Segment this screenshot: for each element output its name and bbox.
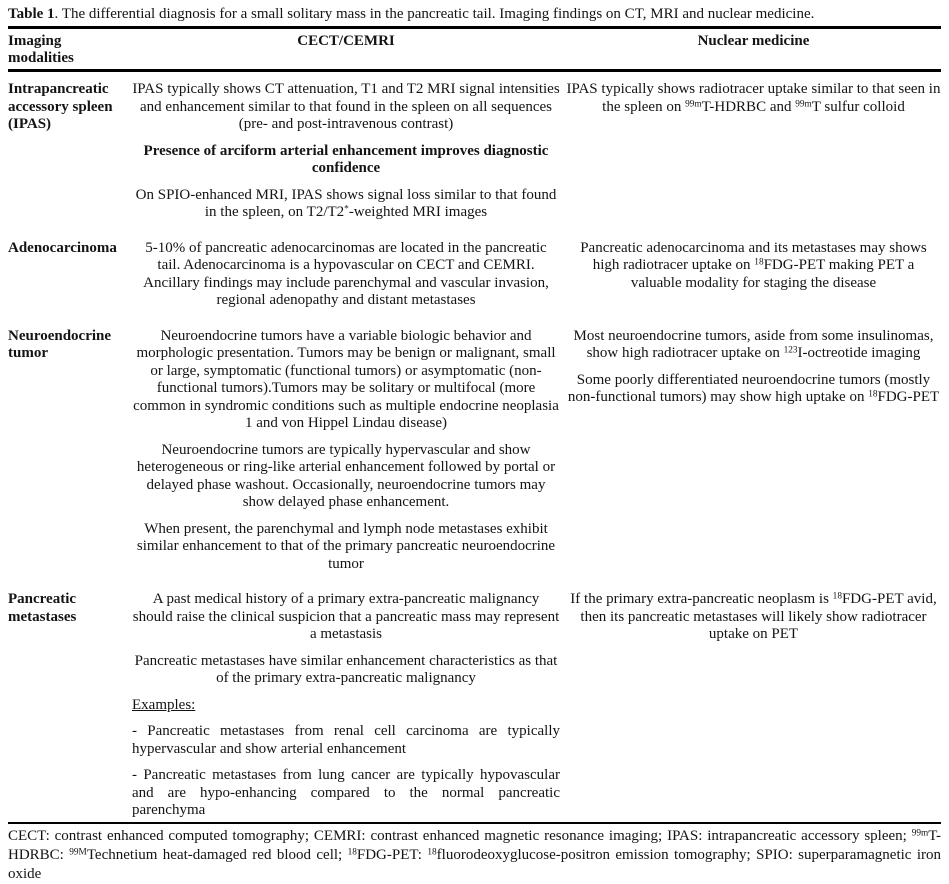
header-cect-cemri: CECT/CEMRI [297, 33, 395, 49]
example-bullet-renal: - Pancreatic metastases from renal cell carcinoma are typically hypervascular and show arterial enhancement [132, 723, 560, 757]
paragraph: Neuroendocrine tumors are typically hypervascular and show heterogeneous or ring-like arterial enhancement followed by portal or delayed phase washout. Occasionally, neuroendocrine tumors may show delayed phase enhancement. [136, 441, 556, 510]
examples-heading: Examples: [132, 696, 196, 713]
table-caption [8, 5, 941, 29]
row-label-neuroendocrine: Neuroendocrine tumor [8, 327, 112, 361]
paragraph: Pancreatic adenocarcinoma and its metastases may shows high radiotracer uptake on $^{18}$FDG-PET making PET a valuable modality for staging the disease [580, 239, 927, 291]
paragraph: When present, the parenchymal and lymph node metastases exhibit similar enhancement to that of the primary pancreatic neuroendocrine tumor [136, 520, 556, 572]
header-imaging-modalities: Imaging modalities [8, 33, 74, 66]
nuclear-cell-adenocarcinoma [566, 240, 941, 319]
nuclear-cell-ipas [566, 81, 941, 231]
table-footnote: CECT: contrast enhanced computed tomography; CEMRI: contrast enhanced magnetic resonance imaging; IPAS: intrapancreatic accessory spleen; $^{99m}$T-HDRBC: $^{99M}$Technetium heat-damaged red blood cell; $^{18}$FDG-PET: $^{18}$fluorodeoxyglucose-positron emission tomography; SPIO: superparamagnetic iron oxide [8, 827, 941, 882]
paragraph: IPAS typically shows radiotracer uptake similar to that seen in the spleen on $^{99m}$T-HDRBC and $^{99m}$T sulfur colloid [566, 81, 941, 115]
row-label-pancreatic-metastases: Pancreatic metastases [8, 591, 77, 625]
table-header-row [8, 29, 941, 72]
paragraph: Neuroendocrine tumors have a variable biologic behavior and morphologic presentation. Tumors may be benign or malignant, small or large, symptomatic (functional tumors) or asymptomatic (non-functional tumors).Tumors may be solitary or multifocal (more common in syndromic conditions such as multiple endocrine neoplasia 1 and von Hippel Lindau disease) [133, 327, 559, 431]
cect-cell-neuroendocrine [132, 328, 560, 583]
cect-cell-adenocarcinoma [132, 240, 560, 319]
paragraph: A past medical history of a primary extra-pancreatic malignancy should raise the clinical suspicion that a pancreatic mass may represent a metastasis [132, 591, 560, 642]
table-body [8, 81, 941, 824]
paragraph: Some poorly differentiated neuroendocrine tumors (mostly non-functional tumors) may show high uptake on $^{18}$FDG-PET [567, 371, 940, 405]
header-nuclear-medicine: Nuclear medicine [697, 33, 810, 49]
example-bullet-lung: - Pancreatic metastases from lung cancer are typically hypovascular and are hypo-enhancing compared to the normal pancreatic parenchyma [132, 767, 560, 818]
nuclear-cell-pancreatic-metastases [566, 591, 941, 822]
nuclear-cell-neuroendocrine [566, 328, 941, 583]
paragraph: 5-10% of pancreatic adenocarcinomas are located in the pancreatic tail. Adenocarcinoma is a hypovascular on CECT and CEMRI. Ancillary findings may include parenchymal and vascular invasion, regional adenopathy and distant metastases [143, 239, 549, 308]
table-row-adenocarcinoma [8, 240, 941, 319]
table-row-pancreatic-metastases [8, 591, 941, 822]
paragraph: Most neuroendocrine tumors, aside from some insulinomas, show high radiotracer uptake on $^{123}$I-octreotide imaging [573, 327, 934, 361]
cect-cell-ipas [132, 81, 560, 231]
cect-cell-pancreatic-metastases [132, 591, 560, 822]
paragraph: If the primary extra-pancreatic neoplasm is $^{18}$FDG-PET avid, then its pancreatic metastases will likely show radiotracer uptake on PET [570, 591, 937, 642]
table-row-neuroendocrine [8, 328, 941, 583]
table-caption-label: Table 1 [8, 6, 55, 22]
paragraph: On SPIO-enhanced MRI, IPAS shows signal loss similar to that found in the spleen, on T2/T2*-weighted MRI images [135, 186, 557, 220]
row-label-ipas: Intrapancreatic accessory spleen (IPAS) [8, 81, 113, 132]
row-label-adenocarcinoma: Adenocarcinoma [8, 239, 117, 256]
paragraph-bold-arciform: Presence of arciform arterial enhancement improves diagnostic confidence [143, 142, 549, 176]
table-caption-text: . The differential diagnosis for a small solitary mass in the pancreatic tail. Imaging findings on CT, MRI and nuclear medicine. [54, 6, 815, 22]
paragraph: IPAS typically shows CT attenuation, T1 and T2 MRI signal intensities and enhancement similar to that found in the spleen on all sequences (pre- and post-intravenous contrast) [132, 81, 560, 132]
paragraph: Pancreatic metastases have similar enhancement characteristics as that of the primary extra-pancreatic malignancy [134, 652, 558, 686]
table-row-ipas [8, 81, 941, 231]
